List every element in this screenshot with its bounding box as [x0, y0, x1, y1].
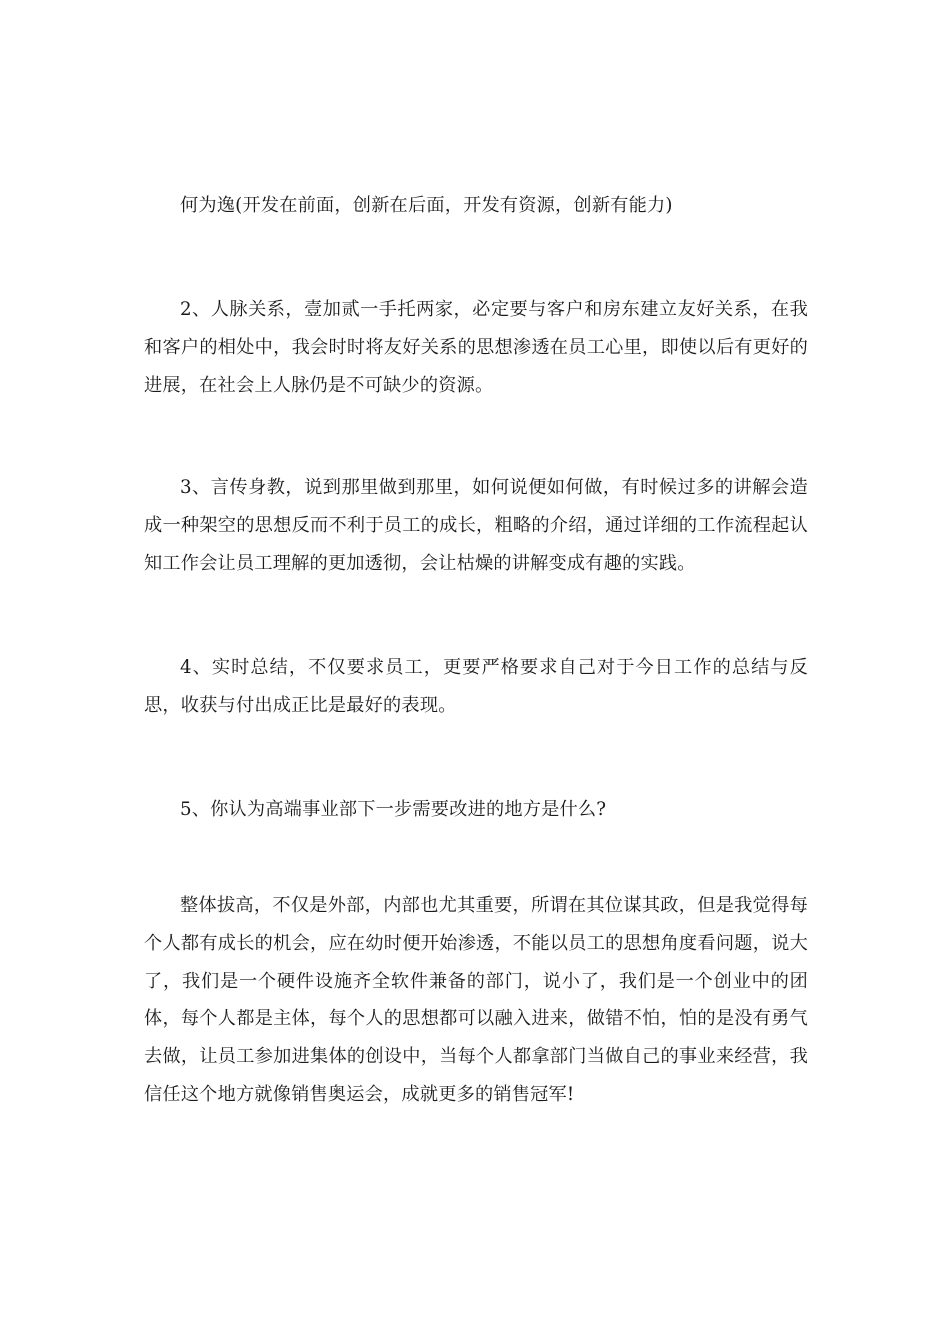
paragraph-item-2: 2、人脉关系，壹加贰一手托两家，必定要与客户和房东建立友好关系，在我和客户的相处中，我会时时将友好关系的思想渗透在员工心里，即使以后有更好的进展，在社会上人脉仍是不可缺少的资源。 [144, 299, 808, 396]
paragraph-item-4: 4、实时总结，不仅要求员工，更要严格要求自己对于今日工作的总结与反思，收获与付出成正比是最好的表现。 [144, 657, 808, 716]
paragraph-answer-5: 整体拔高，不仅是外部，内部也尤其重要，所谓在其位谋其政，但是我觉得每个人都有成长的机会，应在幼时便开始渗透，不能以员工的思想角度看问题，说大了，我们是一个硬件设施齐全软件兼备的部门，说小了，我们是一个创业中的团体，每个人都是主体，每个人的思想都可以融入进来，做错不怕，怕的是没有勇气去做，让员工参加进集体的创设中，当每个人都拿部门当做自己的事业来经营，我信任这个地方就像销售奥运会，成就更多的销售冠军! [144, 895, 808, 1105]
paragraph-intro: 何为逸(开发在前面，创新在后面，开发有资源，创新有能力) [180, 195, 673, 216]
paragraph-item-3: 3、言传身教，说到那里做到那里，如何说便如何做，有时候过多的讲解会造成一种架空的思想反而不利于员工的成长，粗略的介绍，通过详细的工作流程起认知工作会让员工理解的更加透彻，会让枯燥的讲解变成有趣的实践。 [144, 477, 808, 574]
paragraph-question-5: 5、你认为高端事业部下一步需要改进的地方是什么? [180, 799, 607, 820]
